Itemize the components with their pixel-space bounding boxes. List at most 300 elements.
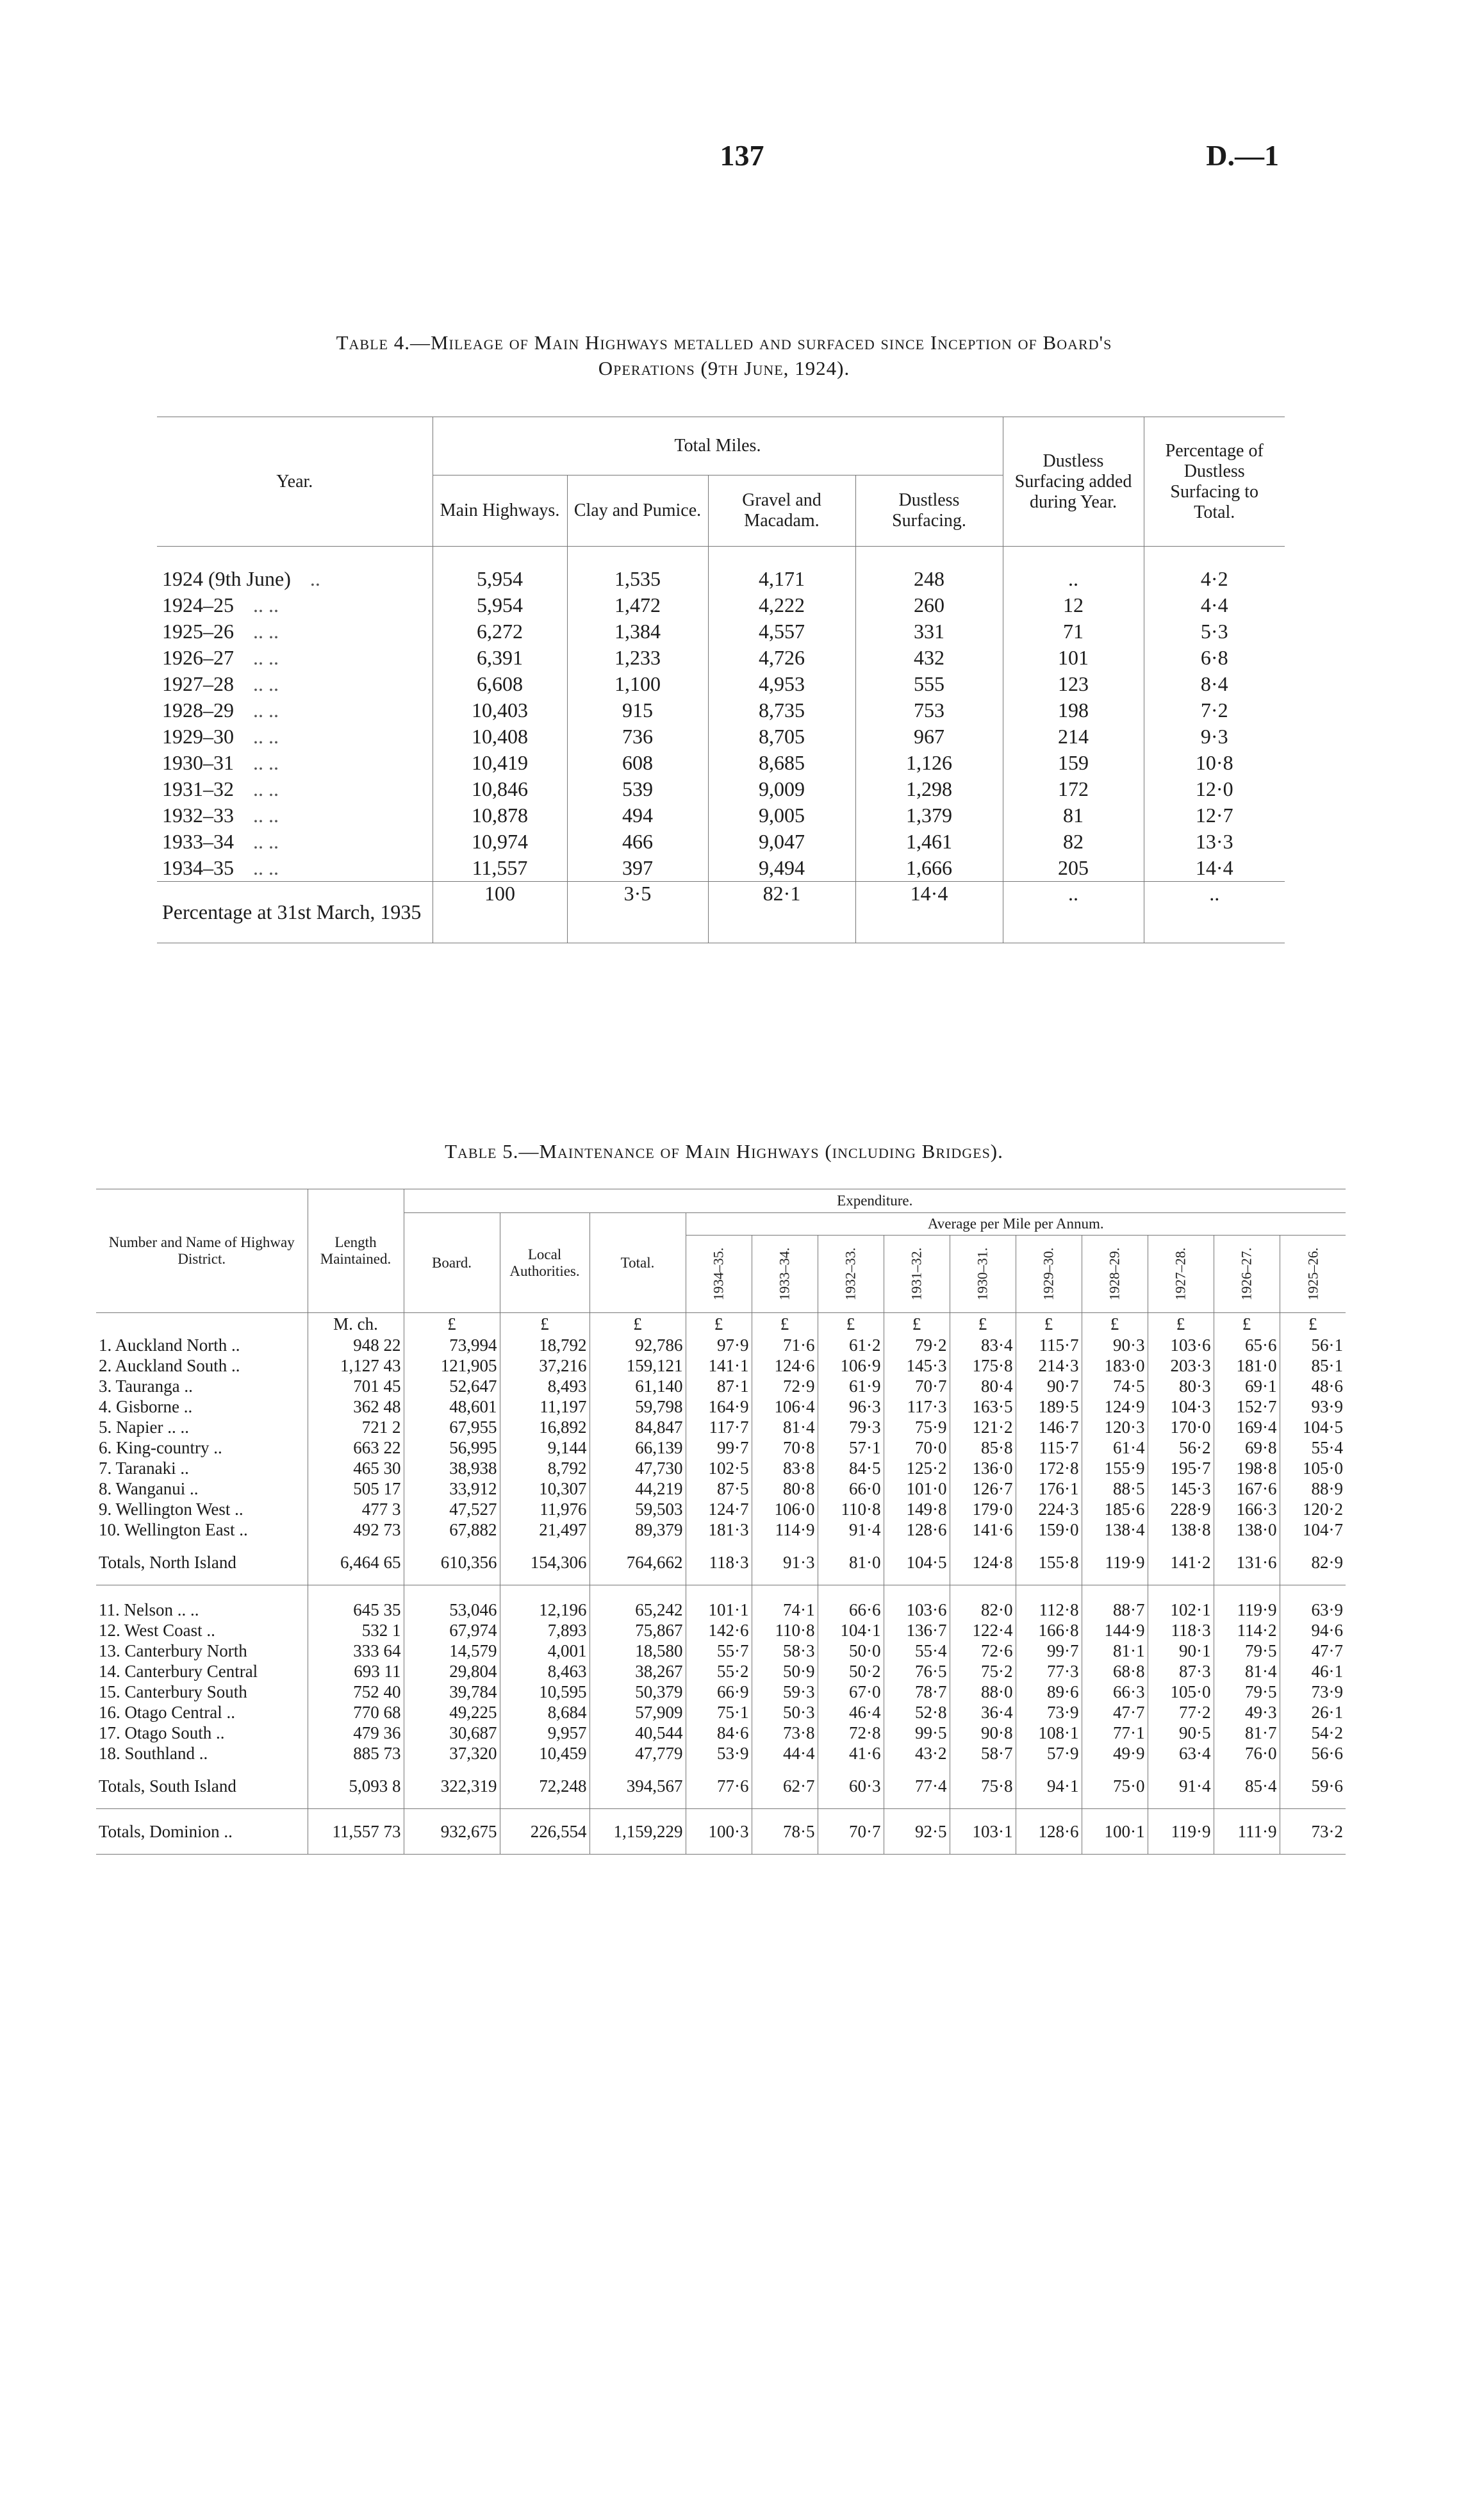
avg-cell: 172·8 xyxy=(1016,1458,1082,1478)
unit-pound: £ xyxy=(404,1313,500,1335)
avg-cell: 110·8 xyxy=(752,1620,818,1641)
total-cell: 66,139 xyxy=(589,1437,686,1458)
avg-cell: 91·4 xyxy=(1148,1764,1214,1809)
cell-added: 198 xyxy=(1003,697,1144,723)
avg-cell: 81·1 xyxy=(1082,1641,1148,1661)
year-header-label: 1934–35. xyxy=(710,1247,727,1301)
percentage-label: Percentage at 31st March, 1935 xyxy=(157,882,433,943)
table-row xyxy=(96,1458,1346,1478)
local-cell: 226,554 xyxy=(500,1809,589,1855)
avg-cell: 106·4 xyxy=(752,1396,818,1417)
leader-dots: .. .. xyxy=(253,830,279,853)
district-name: 18. Southland .. xyxy=(99,1743,208,1763)
avg-cell: 56·6 xyxy=(1280,1743,1346,1764)
leader-dots: .. .. xyxy=(253,777,279,800)
avg-cell: 118·3 xyxy=(686,1540,752,1585)
board-cell: 29,804 xyxy=(404,1661,500,1682)
year-header-label: 1928–29. xyxy=(1106,1247,1123,1301)
table4-mileage xyxy=(157,417,1285,943)
length-cell: 477 3 xyxy=(308,1499,404,1519)
year-cell xyxy=(157,776,433,802)
district-name: Totals, Dominion .. xyxy=(96,1809,308,1855)
district-name: 17. Otago South .. xyxy=(99,1723,225,1742)
cell-clay: 608 xyxy=(567,750,708,776)
cell-clay: 1,384 xyxy=(567,618,708,645)
avg-cell: 124·8 xyxy=(950,1540,1016,1585)
table4-caption-line1: Table 4.—Mileage of Main Highways metalled and surfaced since Inception of Board's xyxy=(336,331,1112,354)
table5-maintenance xyxy=(96,1189,1346,1855)
avg-cell: 85·4 xyxy=(1214,1764,1280,1809)
t4-header-added: Dustless Surfacing added during Year. xyxy=(1003,417,1144,547)
length-cell: 770 68 xyxy=(308,1702,404,1723)
cell-added: 214 xyxy=(1003,723,1144,750)
leader-dots: .. .. xyxy=(253,620,279,643)
unit-pound: £ xyxy=(950,1313,1016,1335)
cell-pct: 12·7 xyxy=(1144,802,1285,829)
avg-cell: 50·0 xyxy=(818,1641,884,1661)
year-label: 1926–27 xyxy=(162,646,234,669)
district-name: 8. Wanganui .. xyxy=(99,1478,199,1498)
avg-cell: 87·5 xyxy=(686,1478,752,1499)
south-total-row xyxy=(96,1764,1346,1809)
avg-cell: 46·1 xyxy=(1280,1661,1346,1682)
avg-cell: 136·7 xyxy=(884,1620,950,1641)
avg-cell: 57·1 xyxy=(818,1437,884,1458)
cell-clay: 1,535 xyxy=(567,547,708,593)
cell-added: .. xyxy=(1003,547,1144,593)
year-label: 1928–29 xyxy=(162,699,234,722)
avg-cell: 49·9 xyxy=(1082,1743,1148,1764)
local-cell: 7,893 xyxy=(500,1620,589,1641)
avg-cell: 119·9 xyxy=(1082,1540,1148,1585)
avg-cell: 87·3 xyxy=(1148,1661,1214,1682)
avg-cell: 61·9 xyxy=(818,1376,884,1396)
avg-cell: 155·8 xyxy=(1016,1540,1082,1585)
board-cell: 30,687 xyxy=(404,1723,500,1743)
t5-header-expenditure: Expenditure. xyxy=(404,1189,1346,1213)
cell-gravel: 4,726 xyxy=(708,645,855,671)
cell-pct: 12·0 xyxy=(1144,776,1285,802)
table-row xyxy=(96,1702,1346,1723)
cell-dustless: 753 xyxy=(855,697,1003,723)
avg-cell: 101·0 xyxy=(884,1478,950,1499)
year-header-label: 1926–27. xyxy=(1238,1247,1255,1301)
avg-cell: 58·3 xyxy=(752,1641,818,1661)
district-name: 10. Wellington East .. xyxy=(99,1519,248,1539)
avg-cell: 138·8 xyxy=(1148,1519,1214,1540)
avg-cell: 55·4 xyxy=(1280,1437,1346,1458)
avg-cell: 81·4 xyxy=(752,1417,818,1437)
table-row xyxy=(96,1661,1346,1682)
avg-cell: 77·4 xyxy=(884,1764,950,1809)
avg-cell: 61·2 xyxy=(818,1335,884,1355)
cell-clay: 494 xyxy=(567,802,708,829)
year-label: 1932–33 xyxy=(162,804,234,827)
cell-main: 5,954 xyxy=(433,592,567,618)
board-cell: 47,527 xyxy=(404,1499,500,1519)
avg-cell: 48·6 xyxy=(1280,1376,1346,1396)
avg-cell: 80·3 xyxy=(1148,1376,1214,1396)
board-cell: 33,912 xyxy=(404,1478,500,1499)
avg-cell: 75·9 xyxy=(884,1417,950,1437)
avg-cell: 159·0 xyxy=(1016,1519,1082,1540)
pct-cell-main: 100 xyxy=(433,882,567,943)
avg-cell: 144·9 xyxy=(1082,1620,1148,1641)
year-cell xyxy=(157,750,433,776)
cell-dustless: 967 xyxy=(855,723,1003,750)
avg-cell: 128·6 xyxy=(884,1519,950,1540)
local-cell: 21,497 xyxy=(500,1519,589,1540)
avg-cell: 56·1 xyxy=(1280,1335,1346,1355)
avg-cell: 69·8 xyxy=(1214,1437,1280,1458)
pct-cell-pct: .. xyxy=(1144,882,1285,943)
avg-cell: 164·9 xyxy=(686,1396,752,1417)
avg-cell: 59·6 xyxy=(1280,1764,1346,1809)
avg-cell: 104·5 xyxy=(1280,1417,1346,1437)
board-cell: 67,882 xyxy=(404,1519,500,1540)
avg-cell: 85·1 xyxy=(1280,1355,1346,1376)
board-cell: 53,046 xyxy=(404,1585,500,1621)
cell-gravel: 4,171 xyxy=(708,547,855,593)
cell-dustless: 331 xyxy=(855,618,1003,645)
total-cell: 394,567 xyxy=(589,1764,686,1809)
local-cell: 72,248 xyxy=(500,1764,589,1809)
avg-cell: 167·6 xyxy=(1214,1478,1280,1499)
year-header xyxy=(1016,1236,1082,1313)
total-cell: 75,867 xyxy=(589,1620,686,1641)
year-cell xyxy=(157,592,433,618)
avg-cell: 70·7 xyxy=(884,1376,950,1396)
board-cell: 73,994 xyxy=(404,1335,500,1355)
cell-clay: 1,233 xyxy=(567,645,708,671)
avg-cell: 138·0 xyxy=(1214,1519,1280,1540)
avg-cell: 166·8 xyxy=(1016,1620,1082,1641)
length-cell: 333 64 xyxy=(308,1641,404,1661)
t4-header-clay: Clay and Pumice. xyxy=(567,475,708,547)
cell-gravel: 9,494 xyxy=(708,855,855,882)
avg-cell: 88·5 xyxy=(1082,1478,1148,1499)
avg-cell: 114·9 xyxy=(752,1519,818,1540)
avg-cell: 181·0 xyxy=(1214,1355,1280,1376)
local-cell: 10,307 xyxy=(500,1478,589,1499)
year-cell xyxy=(157,855,433,882)
avg-cell: 203·3 xyxy=(1148,1355,1214,1376)
avg-cell: 121·2 xyxy=(950,1417,1016,1437)
avg-cell: 53·9 xyxy=(686,1743,752,1764)
avg-cell: 141·1 xyxy=(686,1355,752,1376)
avg-cell: 84·6 xyxy=(686,1723,752,1743)
t4-body xyxy=(157,547,1285,943)
avg-cell: 81·4 xyxy=(1214,1661,1280,1682)
cell-dustless: 248 xyxy=(855,547,1003,593)
avg-cell: 166·3 xyxy=(1214,1499,1280,1519)
unit-pound: £ xyxy=(884,1313,950,1335)
t4-header-dustless: Dustless Surfacing. xyxy=(855,475,1003,547)
avg-cell: 70·7 xyxy=(818,1809,884,1855)
table-row xyxy=(96,1641,1346,1661)
avg-cell: 104·7 xyxy=(1280,1519,1346,1540)
table-row xyxy=(157,723,1285,750)
year-cell xyxy=(157,671,433,697)
cell-dustless: 260 xyxy=(855,592,1003,618)
length-cell: 492 73 xyxy=(308,1519,404,1540)
total-cell: 92,786 xyxy=(589,1335,686,1355)
avg-cell: 72·6 xyxy=(950,1641,1016,1661)
avg-cell: 47·7 xyxy=(1082,1702,1148,1723)
leader-dots: .. xyxy=(309,567,320,590)
avg-cell: 179·0 xyxy=(950,1499,1016,1519)
avg-cell: 228·9 xyxy=(1148,1499,1214,1519)
avg-cell: 117·7 xyxy=(686,1417,752,1437)
avg-cell: 63·9 xyxy=(1280,1585,1346,1621)
avg-cell: 152·7 xyxy=(1214,1396,1280,1417)
year-header-label: 1925–26. xyxy=(1304,1247,1321,1301)
avg-cell: 185·6 xyxy=(1082,1499,1148,1519)
avg-cell: 90·3 xyxy=(1082,1335,1148,1355)
north-total-row xyxy=(96,1540,1346,1585)
table4-caption xyxy=(160,330,1288,381)
cell-main: 6,608 xyxy=(433,671,567,697)
avg-cell: 181·3 xyxy=(686,1519,752,1540)
total-cell: 61,140 xyxy=(589,1376,686,1396)
district-name: 14. Canterbury Central xyxy=(99,1661,258,1681)
cell-clay: 736 xyxy=(567,723,708,750)
avg-cell: 62·7 xyxy=(752,1764,818,1809)
avg-cell: 49·3 xyxy=(1214,1702,1280,1723)
avg-cell: 80·8 xyxy=(752,1478,818,1499)
length-cell: 11,557 73 xyxy=(308,1809,404,1855)
avg-cell: 136·0 xyxy=(950,1458,1016,1478)
avg-cell: 73·9 xyxy=(1280,1682,1346,1702)
avg-cell: 96·3 xyxy=(818,1396,884,1417)
length-cell: 948 22 xyxy=(308,1335,404,1355)
avg-cell: 124·7 xyxy=(686,1499,752,1519)
cell-dustless: 555 xyxy=(855,671,1003,697)
year-label: 1933–34 xyxy=(162,830,234,853)
avg-cell: 91·3 xyxy=(752,1540,818,1585)
avg-cell: 61·4 xyxy=(1082,1437,1148,1458)
cell-pct: 14·4 xyxy=(1144,855,1285,882)
cell-pct: 6·8 xyxy=(1144,645,1285,671)
t5-header-total: Total. xyxy=(589,1213,686,1313)
district-name: 3. Tauranga .. xyxy=(99,1376,193,1396)
avg-cell: 90·1 xyxy=(1148,1641,1214,1661)
table-row xyxy=(96,1396,1346,1417)
avg-cell: 66·0 xyxy=(818,1478,884,1499)
leader-dots: .. .. xyxy=(253,751,279,774)
local-cell: 11,197 xyxy=(500,1396,589,1417)
avg-cell: 145·3 xyxy=(1148,1478,1214,1499)
avg-cell: 122·4 xyxy=(950,1620,1016,1641)
avg-cell: 92·5 xyxy=(884,1809,950,1855)
length-cell: 645 35 xyxy=(308,1585,404,1621)
district-name: 11. Nelson .. .. xyxy=(99,1600,199,1619)
board-cell: 56,995 xyxy=(404,1437,500,1458)
cell-dustless: 1,461 xyxy=(855,829,1003,855)
table-row xyxy=(157,592,1285,618)
unit-pound: £ xyxy=(1016,1313,1082,1335)
avg-cell: 67·0 xyxy=(818,1682,884,1702)
avg-cell: 52·8 xyxy=(884,1702,950,1723)
avg-cell: 81·0 xyxy=(818,1540,884,1585)
avg-cell: 83·4 xyxy=(950,1335,1016,1355)
board-cell: 14,579 xyxy=(404,1641,500,1661)
local-cell: 18,792 xyxy=(500,1335,589,1355)
avg-cell: 63·4 xyxy=(1148,1743,1214,1764)
leader-dots: .. .. xyxy=(253,699,279,722)
avg-cell: 69·1 xyxy=(1214,1376,1280,1396)
total-cell: 764,662 xyxy=(589,1540,686,1585)
avg-cell: 36·4 xyxy=(950,1702,1016,1723)
board-cell: 48,601 xyxy=(404,1396,500,1417)
avg-cell: 111·9 xyxy=(1214,1809,1280,1855)
unit-length: M. ch. xyxy=(308,1313,404,1335)
leader-dots: .. .. xyxy=(253,593,279,616)
avg-cell: 56·2 xyxy=(1148,1437,1214,1458)
avg-cell: 77·3 xyxy=(1016,1661,1082,1682)
avg-cell: 75·0 xyxy=(1082,1764,1148,1809)
avg-cell: 55·2 xyxy=(686,1661,752,1682)
avg-cell: 55·7 xyxy=(686,1641,752,1661)
avg-cell: 73·2 xyxy=(1280,1809,1346,1855)
board-cell: 38,938 xyxy=(404,1458,500,1478)
table-row xyxy=(96,1585,1346,1621)
avg-cell: 115·7 xyxy=(1016,1335,1082,1355)
unit-pound: £ xyxy=(686,1313,752,1335)
avg-cell: 214·3 xyxy=(1016,1355,1082,1376)
avg-cell: 71·6 xyxy=(752,1335,818,1355)
avg-cell: 58·7 xyxy=(950,1743,1016,1764)
table-row xyxy=(157,671,1285,697)
cell-gravel: 8,735 xyxy=(708,697,855,723)
table-row xyxy=(96,1682,1346,1702)
total-cell: 44,219 xyxy=(589,1478,686,1499)
avg-cell: 68·8 xyxy=(1082,1661,1148,1682)
year-header-label: 1930–31. xyxy=(974,1247,991,1301)
avg-cell: 183·0 xyxy=(1082,1355,1148,1376)
cell-pct: 9·3 xyxy=(1144,723,1285,750)
year-header xyxy=(884,1236,950,1313)
cell-pct: 7·2 xyxy=(1144,697,1285,723)
year-header xyxy=(1280,1236,1346,1313)
cell-pct: 10·8 xyxy=(1144,750,1285,776)
district-name: 2. Auckland South .. xyxy=(99,1355,240,1375)
avg-cell: 155·9 xyxy=(1082,1458,1148,1478)
cell-gravel: 8,685 xyxy=(708,750,855,776)
avg-cell: 87·1 xyxy=(686,1376,752,1396)
avg-cell: 99·7 xyxy=(1016,1641,1082,1661)
district-name: 1. Auckland North .. xyxy=(99,1335,240,1355)
avg-cell: 79·2 xyxy=(884,1335,950,1355)
avg-cell: 75·2 xyxy=(950,1661,1016,1682)
cell-added: 123 xyxy=(1003,671,1144,697)
table-row xyxy=(157,750,1285,776)
avg-cell: 105·0 xyxy=(1280,1458,1346,1478)
avg-cell: 57·9 xyxy=(1016,1743,1082,1764)
table-row xyxy=(96,1620,1346,1641)
cell-pct: 13·3 xyxy=(1144,829,1285,855)
cell-gravel: 4,557 xyxy=(708,618,855,645)
avg-cell: 102·5 xyxy=(686,1458,752,1478)
avg-cell: 124·9 xyxy=(1082,1396,1148,1417)
cell-main: 5,954 xyxy=(433,547,567,593)
year-cell xyxy=(157,618,433,645)
total-cell: 89,379 xyxy=(589,1519,686,1540)
units-blank xyxy=(96,1313,308,1335)
avg-cell: 74·1 xyxy=(752,1585,818,1621)
avg-cell: 76·0 xyxy=(1214,1743,1280,1764)
avg-cell: 169·4 xyxy=(1214,1417,1280,1437)
avg-cell: 100·3 xyxy=(686,1809,752,1855)
avg-cell: 47·7 xyxy=(1280,1641,1346,1661)
year-cell xyxy=(157,723,433,750)
avg-cell: 78·7 xyxy=(884,1682,950,1702)
year-header xyxy=(818,1236,884,1313)
year-cell xyxy=(157,547,433,593)
total-cell: 18,580 xyxy=(589,1641,686,1661)
table-row xyxy=(96,1723,1346,1743)
year-label: 1931–32 xyxy=(162,777,234,800)
avg-cell: 170·0 xyxy=(1148,1417,1214,1437)
cell-clay: 466 xyxy=(567,829,708,855)
pct-cell-clay: 3·5 xyxy=(567,882,708,943)
avg-cell: 74·5 xyxy=(1082,1376,1148,1396)
year-header xyxy=(1082,1236,1148,1313)
district-name: Totals, South Island xyxy=(96,1764,308,1809)
avg-cell: 108·1 xyxy=(1016,1723,1082,1743)
avg-cell: 115·7 xyxy=(1016,1437,1082,1458)
avg-cell: 110·8 xyxy=(818,1499,884,1519)
district-name: 15. Canterbury South xyxy=(99,1682,247,1701)
board-cell: 52,647 xyxy=(404,1376,500,1396)
avg-cell: 126·7 xyxy=(950,1478,1016,1499)
t5-header-board: Board. xyxy=(404,1213,500,1313)
leader-dots: .. .. xyxy=(253,672,279,695)
cell-gravel: 4,953 xyxy=(708,671,855,697)
cell-clay: 915 xyxy=(567,697,708,723)
avg-cell: 55·4 xyxy=(884,1641,950,1661)
table-row xyxy=(96,1437,1346,1458)
avg-cell: 79·5 xyxy=(1214,1641,1280,1661)
avg-cell: 118·3 xyxy=(1148,1620,1214,1641)
avg-cell: 60·3 xyxy=(818,1764,884,1809)
board-cell: 49,225 xyxy=(404,1702,500,1723)
unit-pound: £ xyxy=(1214,1313,1280,1335)
avg-cell: 73·8 xyxy=(752,1723,818,1743)
cell-gravel: 9,047 xyxy=(708,829,855,855)
avg-cell: 145·3 xyxy=(884,1355,950,1376)
year-header-label: 1929–30. xyxy=(1040,1247,1057,1301)
table-row xyxy=(157,802,1285,829)
avg-cell: 82·9 xyxy=(1280,1540,1346,1585)
total-cell: 59,503 xyxy=(589,1499,686,1519)
avg-cell: 79·3 xyxy=(818,1417,884,1437)
district-name: 12. West Coast .. xyxy=(99,1620,215,1640)
district-name: 5. Napier .. .. xyxy=(99,1417,189,1437)
avg-cell: 104·3 xyxy=(1148,1396,1214,1417)
avg-cell: 70·0 xyxy=(884,1437,950,1458)
table-row xyxy=(96,1478,1346,1499)
table-row xyxy=(96,1499,1346,1519)
table-row xyxy=(157,645,1285,671)
cell-added: 159 xyxy=(1003,750,1144,776)
cell-added: 71 xyxy=(1003,618,1144,645)
avg-cell: 79·5 xyxy=(1214,1682,1280,1702)
avg-cell: 82·0 xyxy=(950,1585,1016,1621)
leader-dots: .. .. xyxy=(253,804,279,827)
cell-main: 10,403 xyxy=(433,697,567,723)
total-cell: 47,730 xyxy=(589,1458,686,1478)
